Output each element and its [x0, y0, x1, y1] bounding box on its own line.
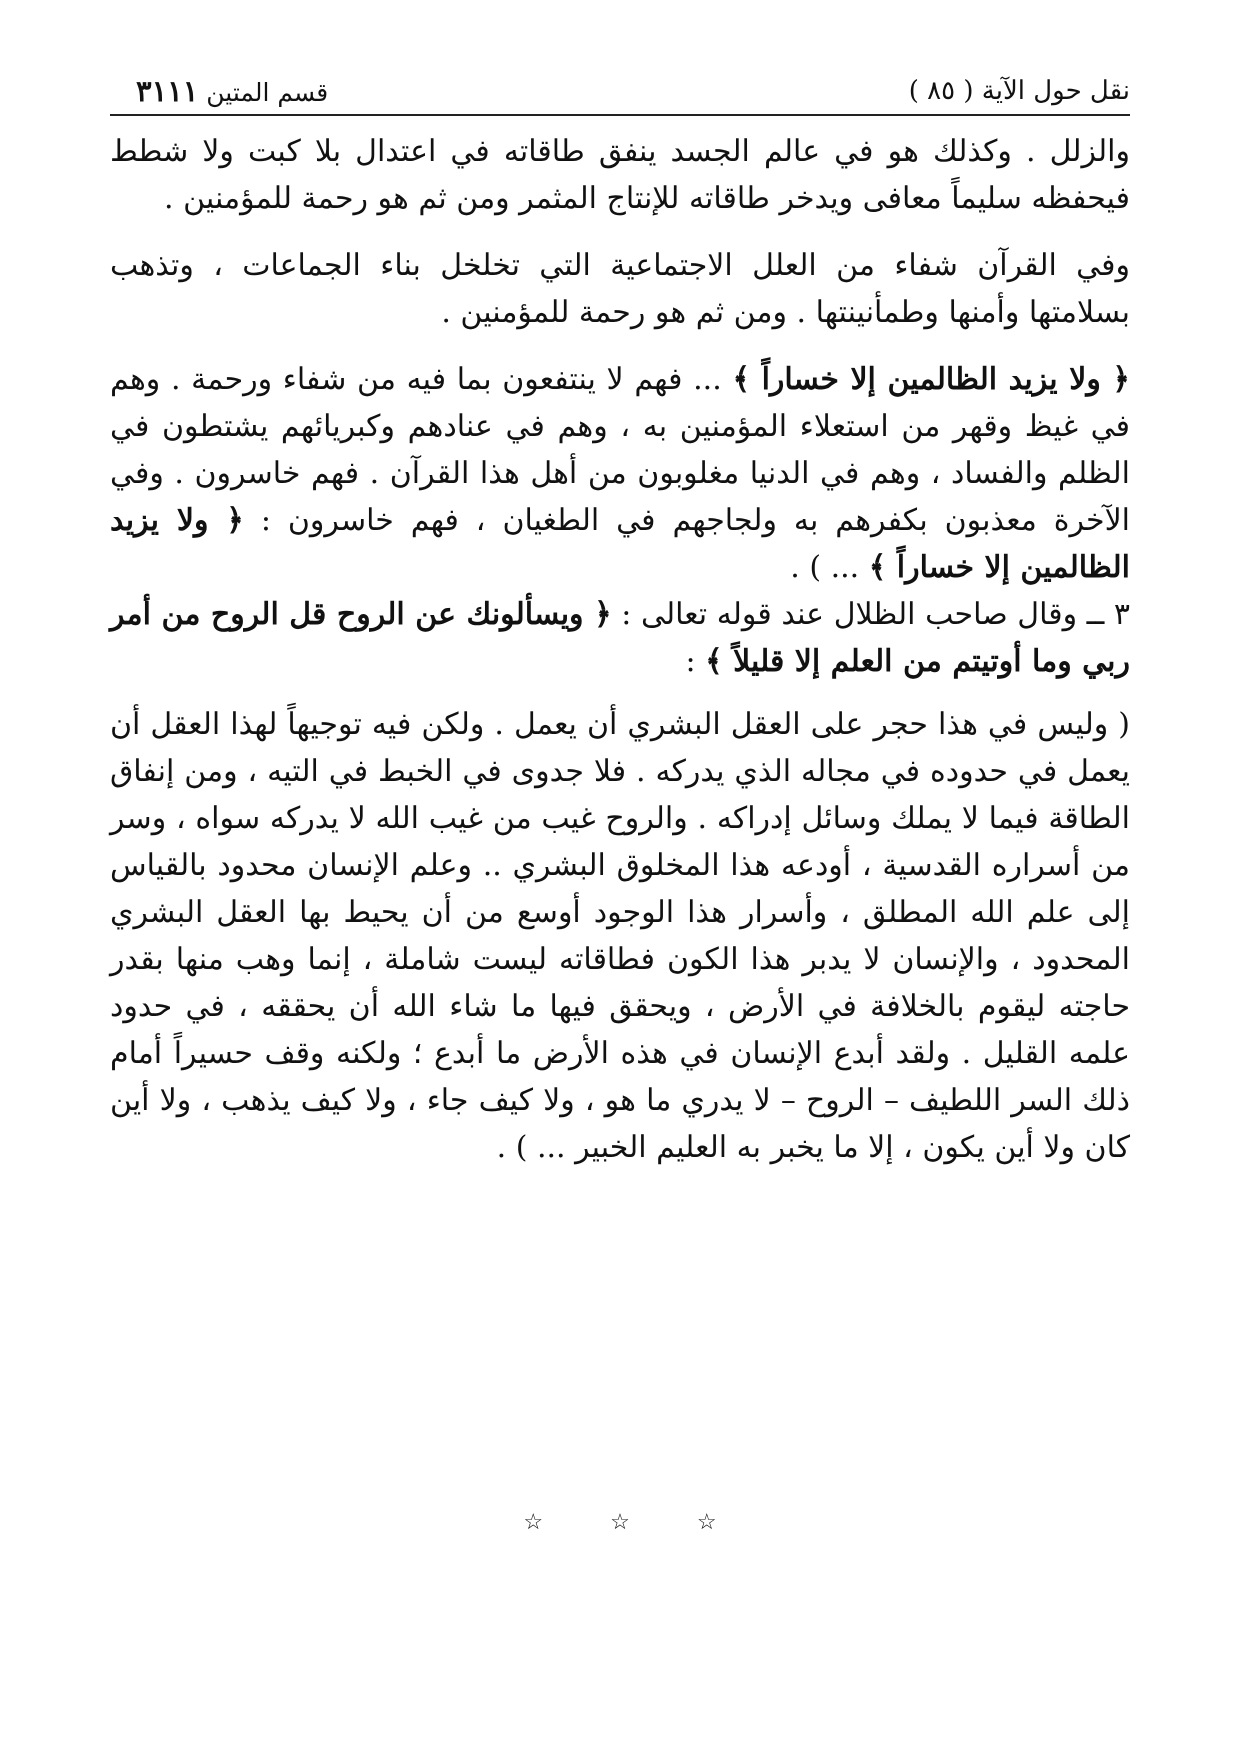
- quran-verse: ﴿ ولا يزيد الظالمين إلا خساراً ﴾: [732, 362, 1130, 397]
- paragraph-3-text: ... فهم لا ينتفعون بما فيه من شفاء ورحمة . وهم في غيظ وقهر من استعلاء المؤمنين به ، وهم في عنادهم وكبريائهم يشتطون في الظلم والفساد ، وهم في الدنيا مغلوبون من أهل هذا القرآن . فهم خاسرون . وفي الآخرة معذبون بكفرهم به ولجاجهم في الطغيان ، فهم خاسرون :: [110, 362, 1131, 538]
- section-title: نقل حول الآية ( ٨٥ ): [908, 76, 1130, 106]
- paragraph-1: والزلل . وكذلك هو في عالم الجسد ينفق طاقاته في اعتدال بلا كبت ولا شطط فيحفظه سليماً معافى ويدخر طاقاته للإنتاج المثمر ومن ثم هو رحمة للمؤمنين .: [110, 134, 1130, 216]
- star-icon: ☆: [696, 1510, 717, 1535]
- quran-verse-repeat: ﴿ ولا يزيد الظالمين إلا خساراً ﴾: [110, 503, 1130, 585]
- paragraph-4-end: :: [685, 644, 706, 679]
- quran-verse-ruh: ﴿ ويسألونك عن الروح قل الروح من أمر ربي وما أوتيتم من العلم إلا قليلاً ﴾: [110, 597, 1130, 679]
- paragraph-2: وفي القرآن شفاء من العلل الاجتماعية التي تخلخل بناء الجماعات ، وتذهب بسلامتها وأمنها وطمأنينتها . ومن ثم هو رحمة للمؤمنين .: [110, 248, 1130, 330]
- paragraph-4: [110, 591, 1130, 685]
- paragraph-4-lead: ٣ ــ وقال صاحب الظلال عند قوله تعالى :: [611, 597, 1130, 632]
- header-left: [110, 74, 328, 108]
- star-icon: ☆: [610, 1510, 630, 1535]
- page-header: [110, 70, 1130, 116]
- book-part: قسم المتين: [206, 78, 329, 107]
- page-number: ٣١١١: [136, 74, 199, 108]
- star-icon: ☆: [523, 1510, 544, 1535]
- paragraph-3-end: ... ) .: [790, 550, 869, 585]
- paragraph-5: ( وليس في هذا حجر على العقل البشري أن يعمل . ولكن فيه توجيهاً لهذا العقل أن يعمل في حدوده في مجاله الذي يدركه . فلا جدوى في الخبط في التيه ، ومن إنفاق الطاقة فيما لا يملك وسائل إدراكه . والروح غيب من غيب الله لا يدركه سواه ، وسر من أسراره القدسية ، أودعه هذا المخلوق البشري .. وعلم الإنسان محدود بالقياس إلى علم الله المطلق ، وأسرار هذا الوجود أوسع من أن يحيط بها العقل البشري المحدود ، والإنسان لا يدبر هذا الكون فطاقاته ليست شاملة ، إنما وهب منها بقدر حاجته ليقوم بالخلافة في الأرض ، ويحقق فيها ما شاء الله أن يحققه ، في حدود علمه القليل . ولقد أبدع الإنسان في هذه الأرض ما أبدع ؛ ولكنه وقف حسيراً أمام ذلك السر اللطيف – الروح – لا يدري ما هو ، ولا كيف جاء ، ولا كيف يذهب ، ولا أين كان ولا أين يكون ، إلا ما يخبر به العليم الخبير ... ) .: [110, 707, 1130, 1165]
- paragraph-3: [110, 356, 1130, 591]
- page: [110, 70, 1130, 1710]
- section-ornament: [110, 1510, 1130, 1535]
